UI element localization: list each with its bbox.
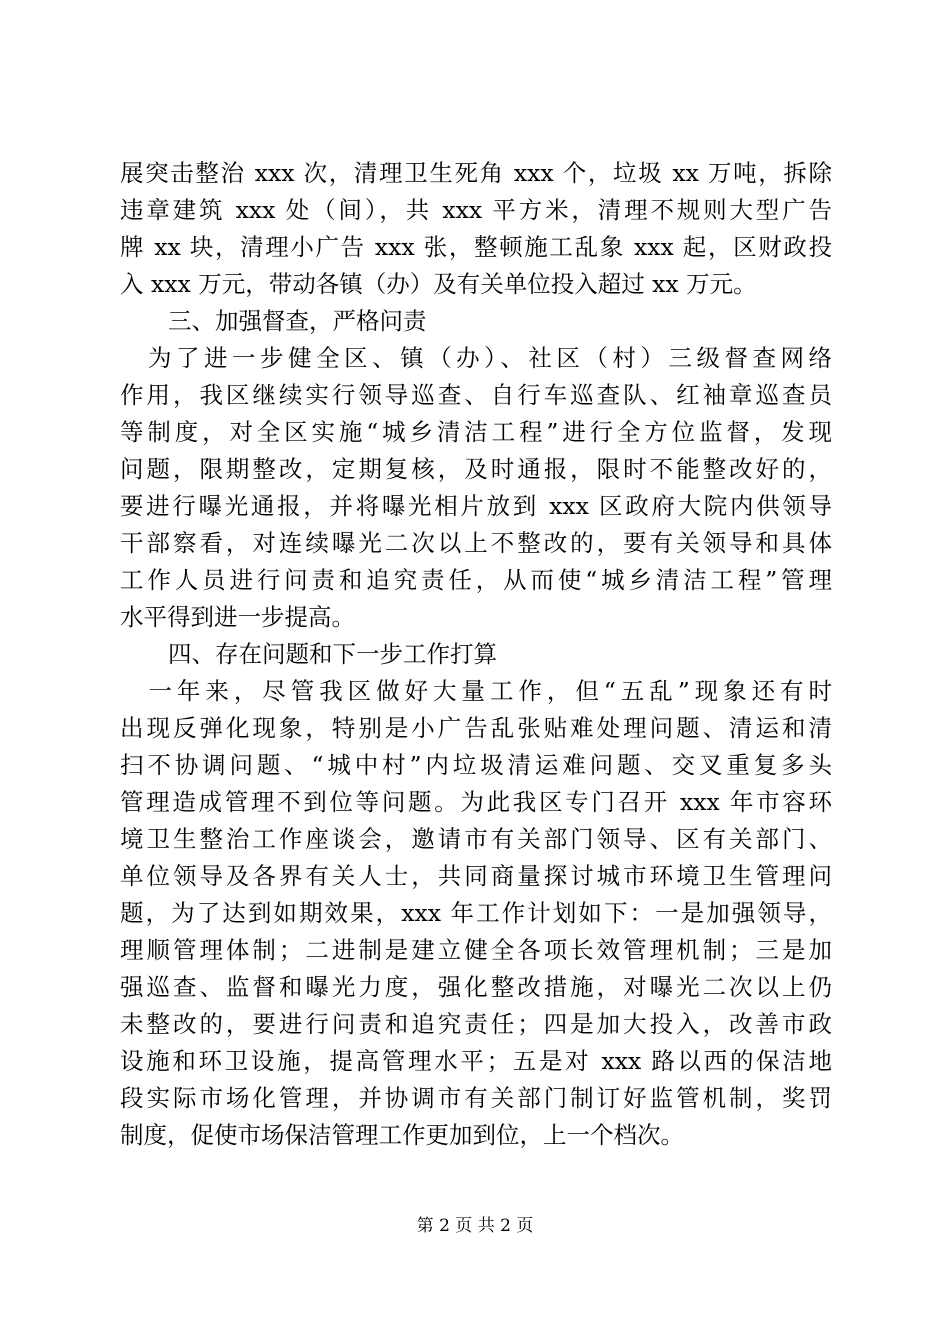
text-line: 入 xxx 万元，带动各镇（办）及有关单位投入超过 xx 万元。 xyxy=(120,270,757,298)
text-line: 段实际市场化管理，并协调市有关部门制订好监管机制，奖罚 xyxy=(120,1084,832,1112)
text-line: 强巡查、监督和曝光力度，强化整改措施，对曝光二次以上仍 xyxy=(120,973,832,1001)
text-line: 为了进一步健全区、镇（办）、社区（村）三级督查网络 xyxy=(120,344,832,372)
text-line: 一年来，尽管我区做好大量工作，但“五乱”现象还有时 xyxy=(120,677,832,705)
text-line: 作用，我区继续实行领导巡查、自行车巡查队、红袖章巡查员 xyxy=(120,381,832,409)
text-line: 牌 xx 块，清理小广告 xxx 张，整顿施工乱象 xxx 起，区财政投 xyxy=(120,233,832,261)
section-heading: 三、加强督查，严格问责 xyxy=(168,307,427,335)
text-line: 工作人员进行问责和追究责任，从而使“城乡清洁工程”管理 xyxy=(120,566,832,594)
text-line: 出现反弹化现象，特别是小广告乱张贴难处理问题、清运和清 xyxy=(120,714,832,742)
text-line: 水平得到进一步提高。 xyxy=(120,603,355,631)
text-line: 境卫生整治工作座谈会，邀请市有关部门领导、区有关部门、 xyxy=(120,825,832,853)
text-line: 展突击整治 xxx 次，清理卫生死角 xxx 个，垃圾 xx 万吨，拆除 xyxy=(120,159,832,187)
text-line: 管理造成管理不到位等问题。为此我区专门召开 xxx 年市容环 xyxy=(120,788,832,816)
text-line: 干部察看，对连续曝光二次以上不整改的，要有关领导和具体 xyxy=(120,529,832,557)
paragraph-lines xyxy=(120,155,832,1154)
text-line: 理顺管理体制；二进制是建立健全各项长效管理机制；三是加 xyxy=(120,936,832,964)
text-line: 设施和环卫设施，提高管理水平；五是对 xxx 路以西的保洁地 xyxy=(120,1047,832,1075)
section-heading: 四、存在问题和下一步工作打算 xyxy=(168,640,497,668)
text-line: 未整改的，要进行问责和追究责任；四是加大投入，改善市政 xyxy=(120,1010,832,1038)
text-line: 题，为了达到如期效果，xxx 年工作计划如下：一是加强领导， xyxy=(120,899,832,927)
text-line: 违章建筑 xxx 处（间），共 xxx 平方米，清理不规则大型广告 xyxy=(120,196,832,224)
text-line: 要进行曝光通报，并将曝光相片放到 xxx 区政府大院内供领导 xyxy=(120,492,832,520)
text-line: 单位领导及各界有关人士，共同商量探讨城市环境卫生管理问 xyxy=(120,862,832,890)
text-line: 扫不协调问题、“城中村”内垃圾清运难问题、交叉重复多头 xyxy=(120,751,832,779)
text-line: 问题，限期整改，定期复核，及时通报，限时不能整改好的， xyxy=(120,455,832,483)
text-line: 制度，促使市场保洁管理工作更加到位，上一个档次。 xyxy=(120,1121,684,1149)
document-body xyxy=(120,155,832,1154)
page-footer: 第 2 页 共 2 页 xyxy=(416,1216,534,1236)
text-line: 等制度，对全区实施“城乡清洁工程”进行全方位监督，发现 xyxy=(120,418,832,446)
